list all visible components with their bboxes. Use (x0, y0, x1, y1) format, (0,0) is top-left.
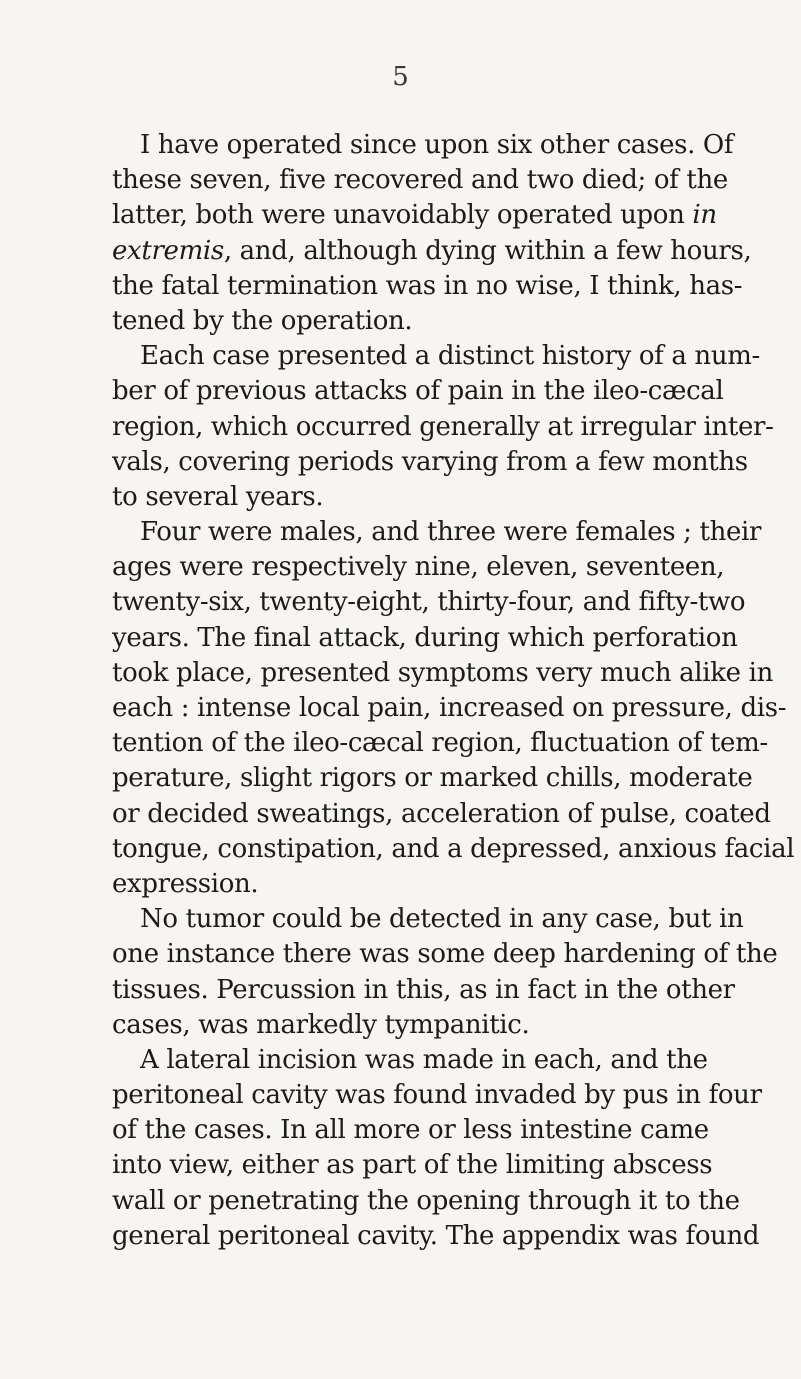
text-line: Each case presented a distinct history of a num- (140, 341, 760, 372)
text-line: of the cases. In all more or less intestine came (112, 1115, 709, 1146)
text-line: peritoneal cavity was found invaded by pus in four (112, 1080, 762, 1111)
text-line: these seven, five recovered and two died; of the (112, 165, 728, 196)
text-line: vals, covering periods varying from a few months (112, 446, 748, 477)
page-number: 5 (392, 62, 409, 92)
text-line: No tumor could be detected in any case, but in (140, 904, 744, 935)
text-line: the fatal termination was in no wise, I think, has- (112, 270, 743, 301)
text-line: tongue, constipation, and a depressed, anxious facial (112, 833, 795, 864)
text-line: one instance there was some deep hardening of the (112, 939, 778, 970)
text-line: perature, slight rigors or marked chills, moderate (112, 763, 753, 794)
text-line: A lateral incision was made in each, and the (140, 1044, 708, 1075)
text-line: ages were respectively nine, eleven, seventeen, (112, 552, 725, 583)
text-line: twenty-six, twenty-eight, thirty-four, and fifty-two (112, 587, 746, 618)
text-line: I have operated since upon six other cases. Of (140, 130, 734, 160)
text-line: tissues. Percussion in this, as in fact in the other (112, 974, 735, 1005)
body-text (112, 128, 795, 1254)
text-line: tened by the operation. (112, 305, 413, 336)
text-line: latter, both were unavoidably operated upon in (112, 200, 717, 231)
text-line: cases, was markedly tympanitic. (112, 1009, 530, 1040)
text-line: took place, presented symptoms very much alike in (112, 657, 773, 688)
text-line: region, which occurred generally at irregular inter- (112, 411, 774, 442)
text-line: each : intense local pain, increased on pressure, dis- (112, 693, 787, 723)
text-line: to several years. (112, 481, 324, 512)
text-line: wall or penetrating the opening through it to the (112, 1185, 740, 1216)
text-line: ber of previous attacks of pain in the ileo-cæcal (112, 376, 724, 407)
text-line: or decided sweatings, acceleration of pulse, coated (112, 798, 771, 829)
text-line: years. The final attack, during which perforation (112, 622, 738, 653)
text-line: general peritoneal cavity. The appendix was found (112, 1220, 760, 1251)
text-line: tention of the ileo-cæcal region, fluctuation of tem- (112, 728, 768, 759)
text-line: Four were males, and three were females ; their (140, 517, 762, 548)
text-line: into view, either as part of the limiting abscess (112, 1150, 713, 1181)
text-line: expression. (112, 868, 259, 899)
text-line: extremis, and, although dying within a few hours, (112, 235, 752, 266)
